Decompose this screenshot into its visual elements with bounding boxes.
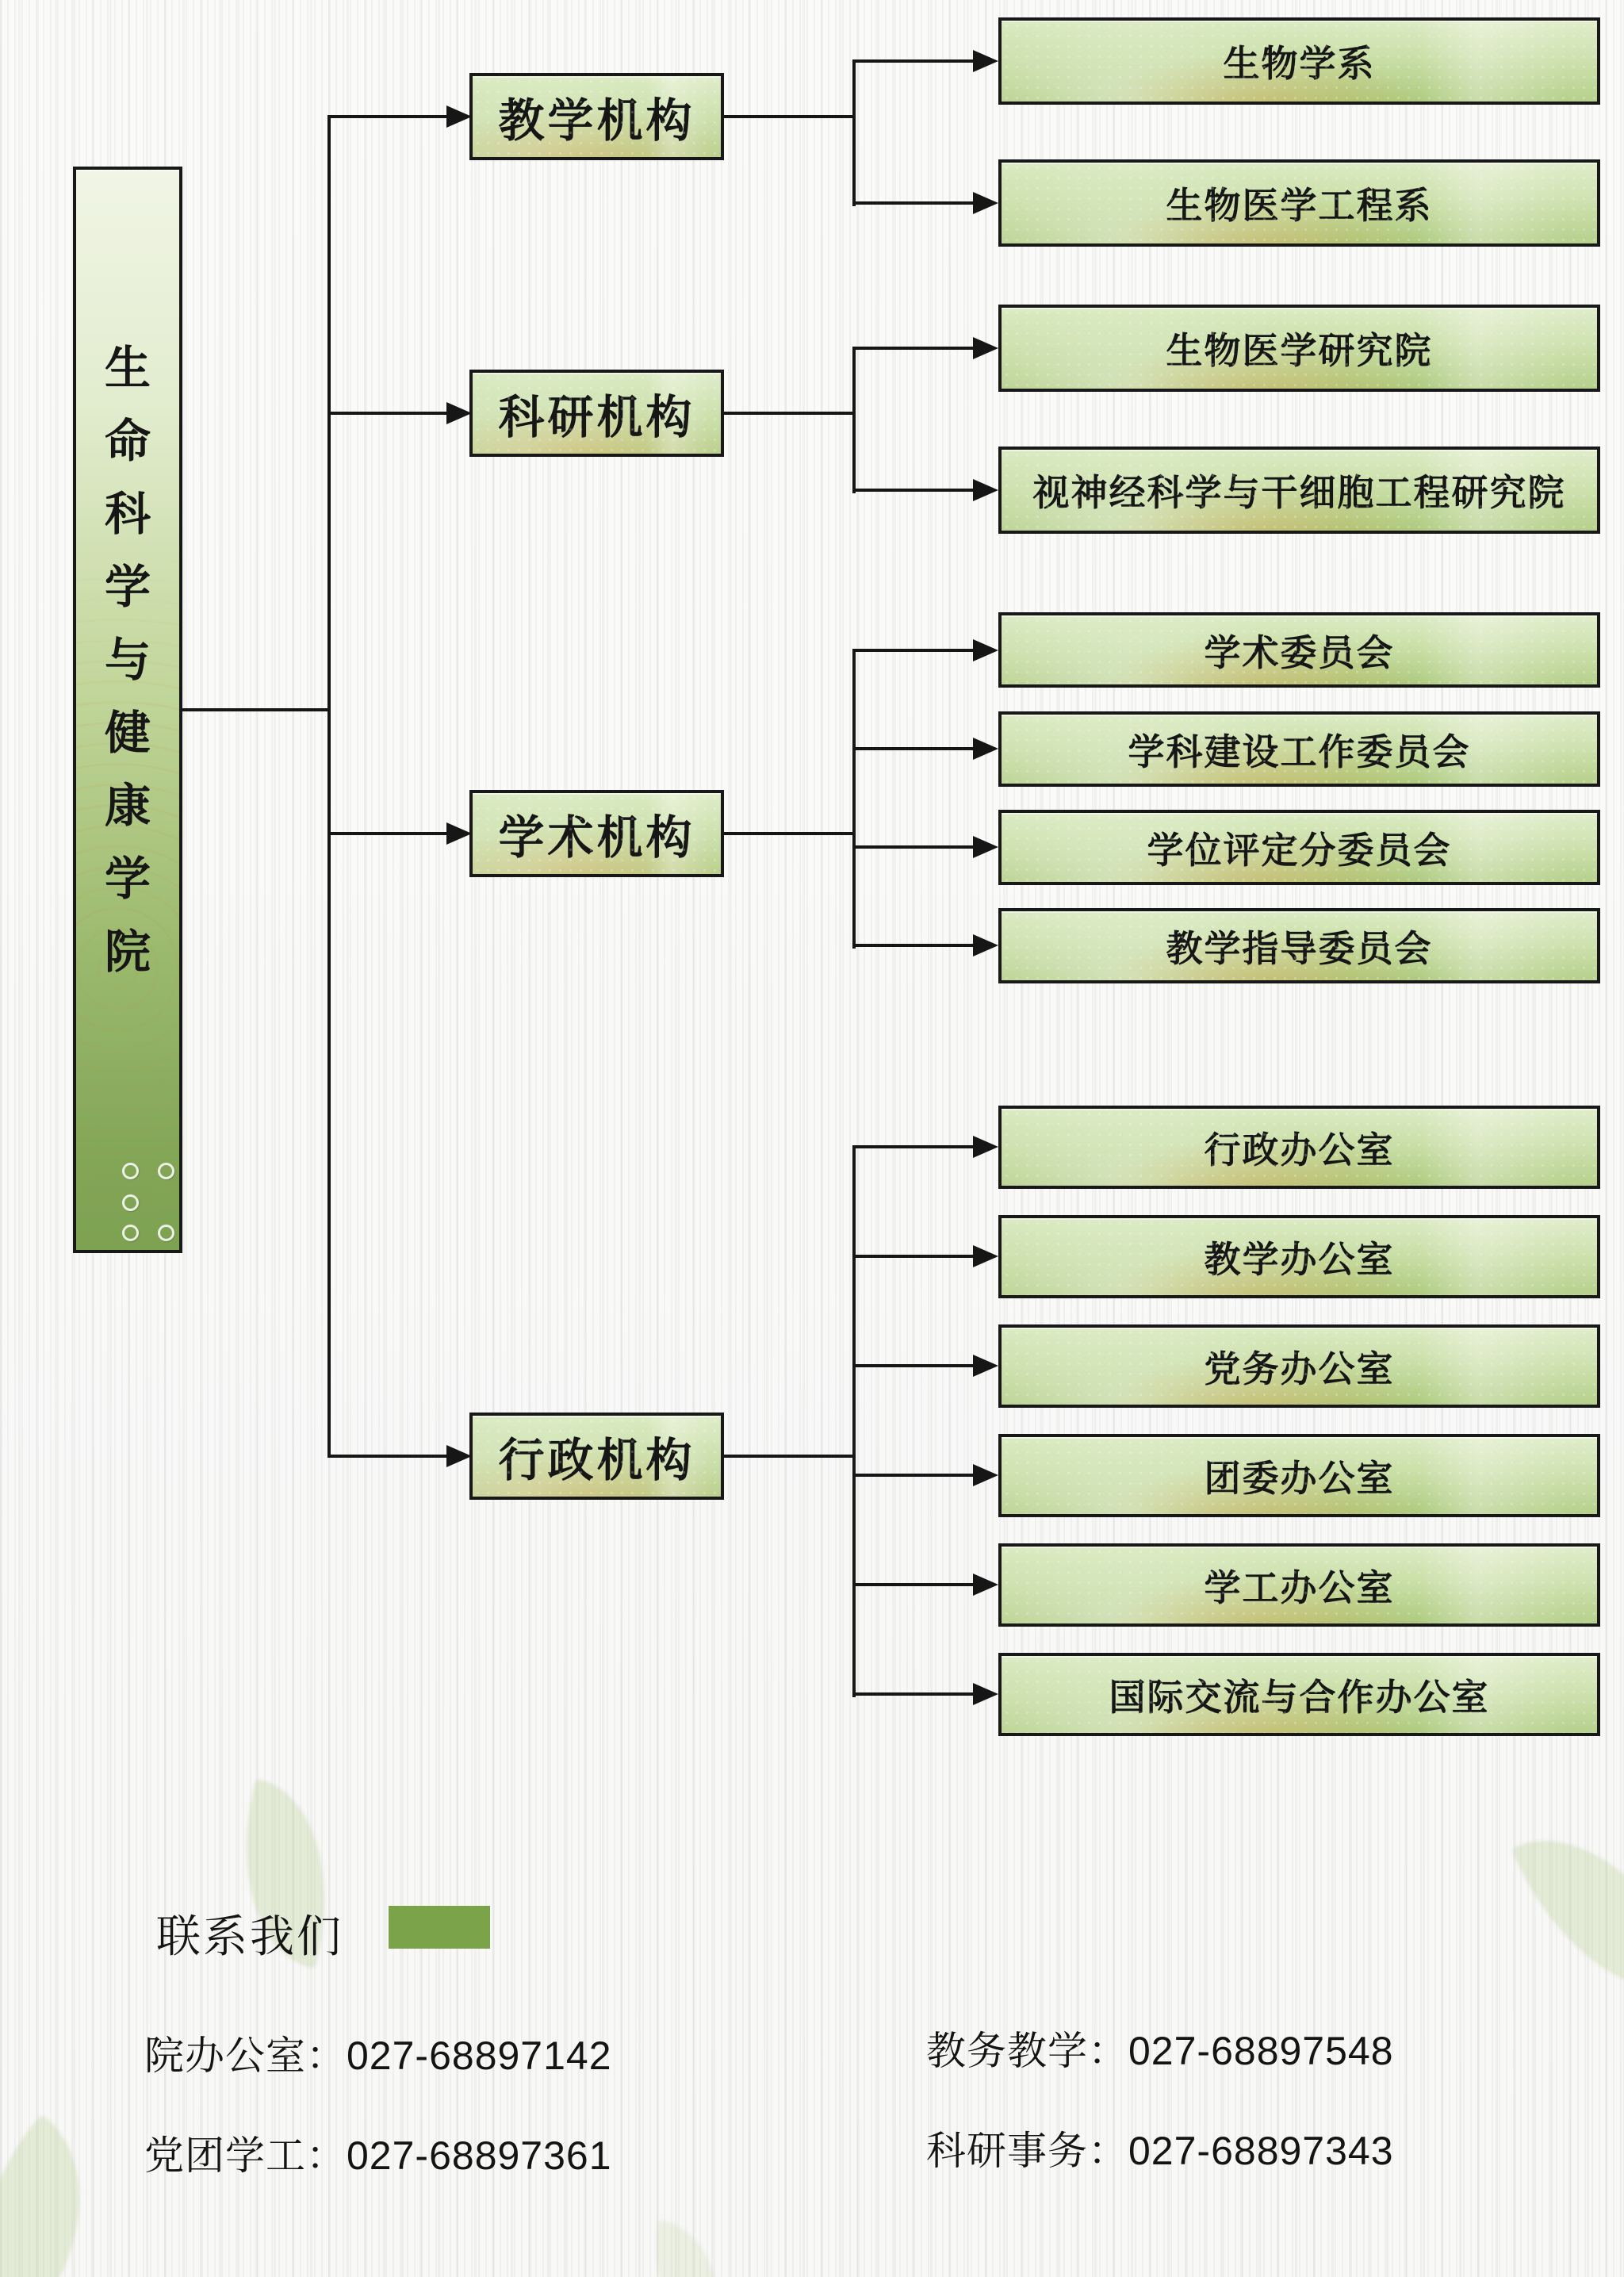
arrow-right-icon xyxy=(973,50,998,72)
leaf-decoration xyxy=(643,2220,733,2277)
connector-line xyxy=(852,1692,975,1696)
node-college-root xyxy=(73,167,182,1253)
connector-line xyxy=(327,412,446,415)
node-label: 教学办公室 xyxy=(1204,1239,1395,1280)
node-youth-league-office xyxy=(998,1434,1600,1517)
node-label: 科研机构 xyxy=(498,392,695,443)
connector-line xyxy=(852,489,975,492)
contact-academic-affairs-phone: 教务教学：027-68897548 xyxy=(926,2029,1394,2073)
connector-line xyxy=(852,201,975,205)
connector-line xyxy=(852,59,856,206)
arrow-right-icon xyxy=(973,934,998,956)
connector-line xyxy=(852,1145,856,1697)
node-teaching-orgs xyxy=(469,73,724,160)
connector-line xyxy=(852,747,975,750)
node-label: 视神经科学与干细胞工程研究院 xyxy=(1032,473,1566,513)
arrow-right-icon xyxy=(973,1574,998,1596)
node-label: 学术委员会 xyxy=(1204,632,1395,673)
arrow-right-icon xyxy=(446,402,472,424)
node-discipline-construction-committee xyxy=(998,711,1600,787)
node-label: 行政办公室 xyxy=(1204,1129,1395,1171)
contact-research-affairs-phone: 科研事务：027-68897343 xyxy=(926,2129,1394,2173)
node-research-orgs xyxy=(469,370,724,457)
node-label: 教学机构 xyxy=(498,95,695,147)
connector-line xyxy=(852,649,975,652)
connector-line xyxy=(852,845,975,849)
connector-line xyxy=(852,649,856,949)
node-international-exchange-cooperation-office xyxy=(998,1653,1600,1736)
arrow-right-icon xyxy=(973,337,998,359)
arrow-right-icon xyxy=(973,1464,998,1486)
node-label: 行政机构 xyxy=(498,1435,695,1486)
connector-line xyxy=(327,832,446,835)
connector-line xyxy=(724,1455,856,1458)
connector-line xyxy=(852,944,975,947)
node-academic-orgs xyxy=(469,790,724,877)
node-teaching-office xyxy=(998,1215,1600,1298)
connector-line xyxy=(852,347,975,350)
contact-party-youth-phone: 党团学工：027-68897361 xyxy=(144,2133,612,2178)
node-label: 国际交流与合作办公室 xyxy=(1109,1677,1490,1718)
ring-decoration xyxy=(122,1163,139,1179)
ring-decoration xyxy=(158,1163,174,1179)
node-label: 学位评定分委员会 xyxy=(1147,830,1452,871)
connector-line xyxy=(182,708,329,711)
node-degree-evaluation-subcommittee xyxy=(998,810,1600,885)
node-administrative-orgs xyxy=(469,1413,724,1500)
connector-line xyxy=(852,347,856,493)
arrow-right-icon xyxy=(973,1355,998,1377)
arrow-right-icon xyxy=(446,105,472,128)
node-vision-neuroscience-stem-cell-institute xyxy=(998,447,1600,534)
node-academic-committee xyxy=(998,612,1600,688)
node-biomedical-engineering-department xyxy=(998,159,1600,247)
node-label: 团委办公室 xyxy=(1204,1458,1395,1499)
connector-line xyxy=(327,1455,446,1458)
node-label: 生物医学工程系 xyxy=(1166,186,1433,226)
node-biology-department xyxy=(998,17,1600,105)
node-biomedical-research-institute xyxy=(998,305,1600,392)
arrow-right-icon xyxy=(973,738,998,760)
ring-decoration xyxy=(122,1225,139,1241)
arrow-right-icon xyxy=(446,1445,472,1467)
connector-line xyxy=(724,115,856,118)
connector-line xyxy=(852,1583,975,1586)
connector-line xyxy=(724,832,856,835)
node-label: 生物学系 xyxy=(1223,44,1376,84)
connector-line xyxy=(852,1145,975,1148)
node-student-affairs-office xyxy=(998,1543,1600,1627)
node-label: 党务办公室 xyxy=(1204,1348,1395,1390)
node-party-affairs-office xyxy=(998,1324,1600,1408)
contact-heading: 联系我们 xyxy=(156,1911,343,1961)
node-label: 学工办公室 xyxy=(1204,1567,1395,1608)
connector-line xyxy=(724,412,856,415)
arrow-right-icon xyxy=(973,192,998,214)
arrow-right-icon xyxy=(973,1136,998,1158)
node-label: 学科建设工作委员会 xyxy=(1128,731,1471,772)
ring-decoration xyxy=(158,1225,174,1241)
leaf-decoration xyxy=(1511,1800,1624,2030)
node-administrative-office xyxy=(998,1106,1600,1189)
root-label: 生 命 科 学 与 健 康 学 院 xyxy=(104,343,151,978)
contact-office-phone: 院办公室：027-68897142 xyxy=(144,2034,612,2078)
connector-line xyxy=(327,115,331,1458)
node-label: 生物医学研究院 xyxy=(1166,331,1433,371)
connector-line xyxy=(852,1255,975,1258)
arrow-right-icon xyxy=(446,822,472,845)
arrow-right-icon xyxy=(973,836,998,858)
node-label: 教学指导委员会 xyxy=(1166,928,1433,969)
node-teaching-steering-committee xyxy=(998,908,1600,983)
arrow-right-icon xyxy=(973,1245,998,1267)
connector-line xyxy=(327,115,446,118)
arrow-right-icon xyxy=(973,479,998,501)
connector-line xyxy=(852,1474,975,1477)
green-accent-swatch xyxy=(389,1906,490,1949)
leaf-decoration xyxy=(0,2114,139,2277)
node-label: 学术机构 xyxy=(498,812,695,864)
connector-line xyxy=(852,1364,975,1367)
connector-line xyxy=(852,59,975,63)
arrow-right-icon xyxy=(973,1683,998,1705)
arrow-right-icon xyxy=(973,639,998,661)
ring-decoration xyxy=(122,1194,139,1211)
